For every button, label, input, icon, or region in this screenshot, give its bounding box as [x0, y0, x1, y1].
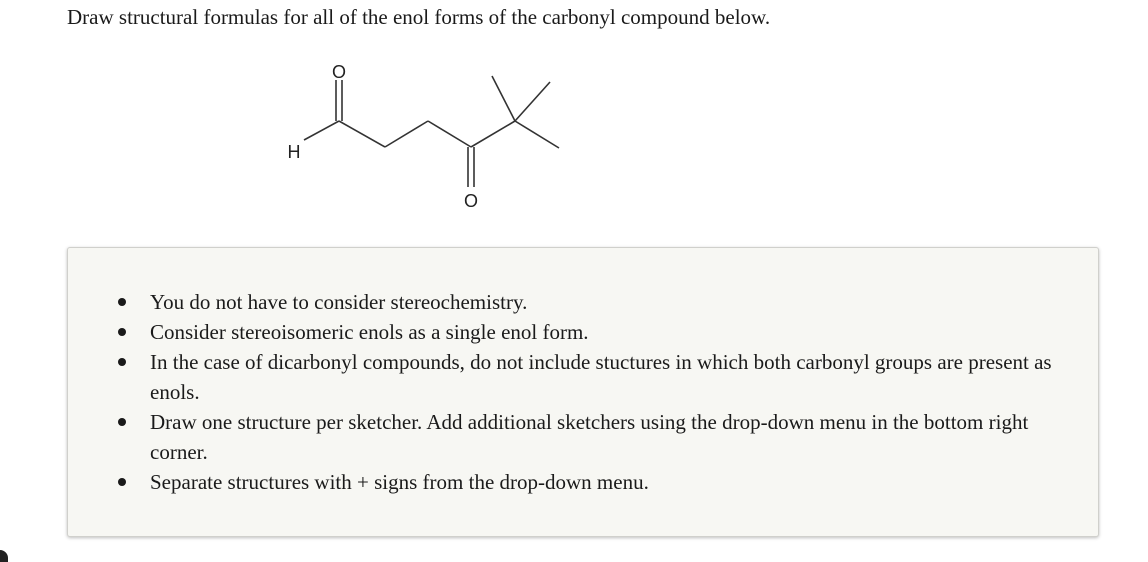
c3-c4-bond	[428, 121, 471, 147]
instruction-text: Draw one structure per sketcher. Add additional sketchers using the drop-down menu in the bottom right corner.	[150, 410, 1029, 464]
question-text: Draw structural formulas for all of the enol forms of the carbonyl compound below.	[67, 5, 771, 29]
list-item	[68, 407, 1098, 467]
list-item	[68, 317, 1098, 347]
c2-c3-bond	[385, 121, 428, 147]
structure-drawing	[270, 52, 590, 222]
list-item	[68, 467, 1098, 497]
ketone-oxygen-label: O	[463, 191, 479, 211]
instruction-text: You do not have to consider stereochemistry.	[150, 290, 528, 314]
chemical-structure	[270, 52, 590, 222]
methyl-bond-3	[515, 121, 559, 148]
edge-marker	[0, 550, 8, 562]
bullet-icon	[118, 328, 126, 336]
instructions-box	[67, 247, 1099, 537]
instructions-list	[68, 287, 1098, 497]
bullet-icon	[118, 298, 126, 306]
instruction-text: Consider stereoisomeric enols as a single enol form.	[150, 320, 589, 344]
h-c-bond	[304, 121, 339, 140]
c4-c5-bond	[471, 121, 515, 147]
aldehyde-oxygen-label: O	[331, 62, 347, 82]
bullet-icon	[118, 358, 126, 366]
instruction-text: Separate structures with + signs from the drop-down menu.	[150, 470, 649, 494]
c1-c2-bond	[339, 121, 385, 147]
aldehyde-hydrogen-label: H	[287, 142, 301, 162]
instruction-text: In the case of dicarbonyl compounds, do not include stuctures in which both carbonyl groups are present as enols.	[150, 350, 1052, 404]
methyl-bond-1	[515, 82, 550, 121]
list-item	[68, 287, 1098, 317]
list-item	[68, 347, 1098, 407]
bullet-icon	[118, 418, 126, 426]
bullet-icon	[118, 478, 126, 486]
methyl-bond-2	[492, 76, 515, 121]
